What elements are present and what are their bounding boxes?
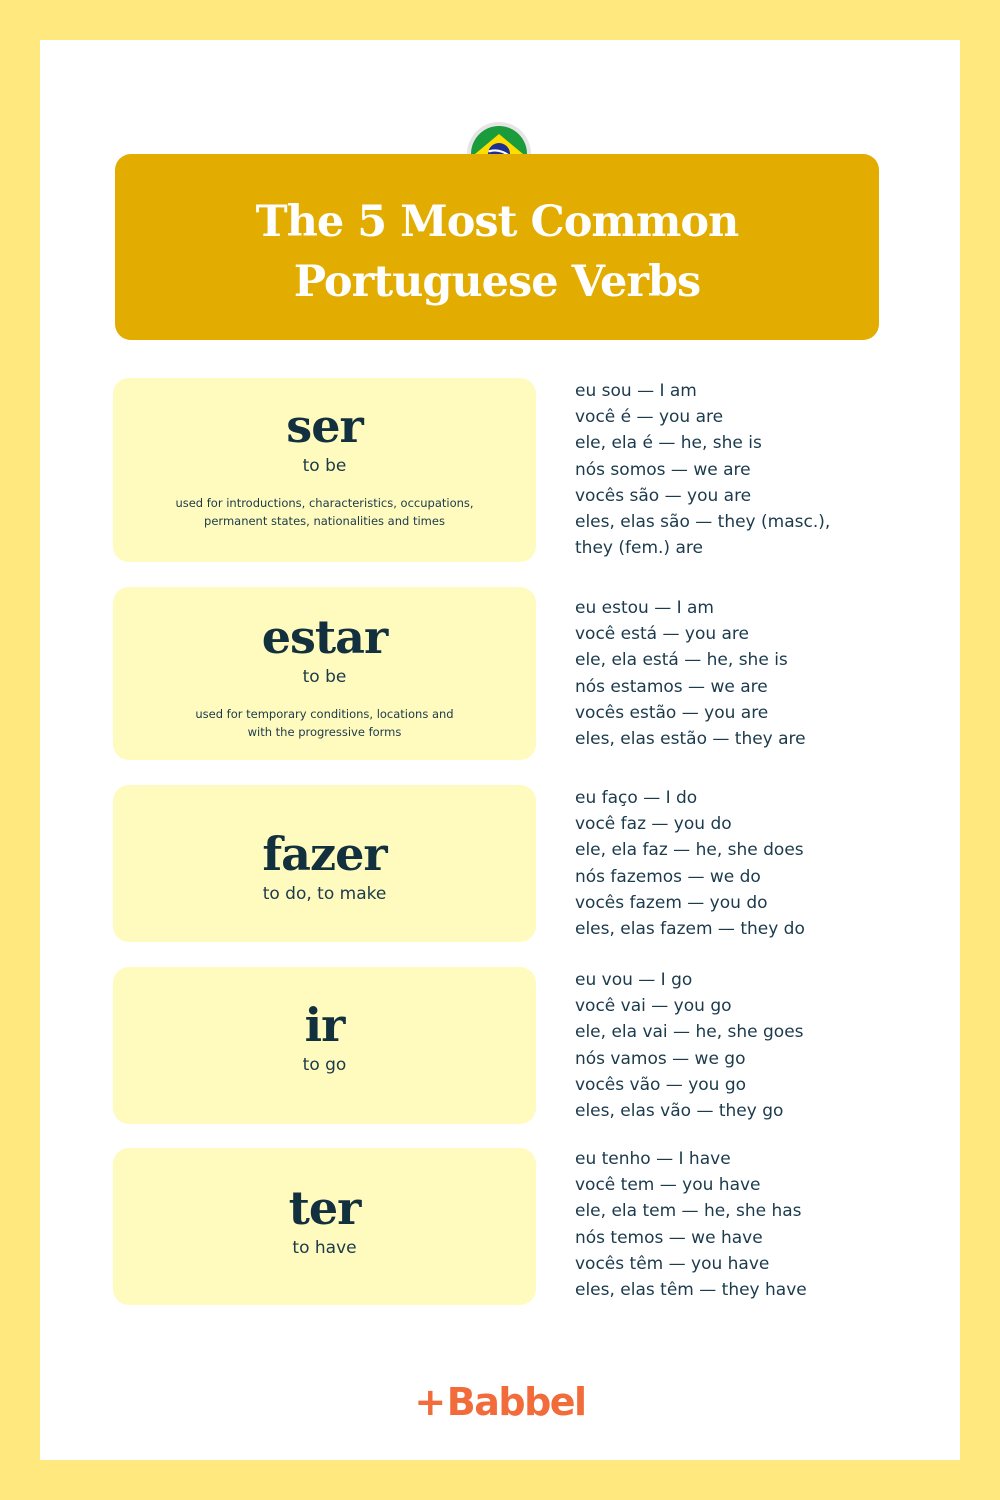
brand-name: Babbel: [446, 1380, 586, 1424]
conjugation-line: ele, ela é — he, she is: [575, 433, 762, 454]
conjugation-line: eu faço — I do: [575, 788, 698, 808]
conjugation-line: eles, elas estão — they are: [575, 729, 806, 750]
conjugation-line: nós fazemos — we do: [575, 866, 761, 887]
babbel-logo: [0, 1380, 1000, 1424]
conjugation-line: você vai — you go: [575, 996, 732, 1017]
conjugation-line: você tem — you have: [575, 1175, 761, 1196]
title-line-1: The 5 Most Common: [255, 197, 739, 247]
verb-usage-line: with the progressive forms: [247, 725, 402, 739]
conjugation-line: eles, elas são — they (masc.),: [575, 512, 831, 533]
conjugation-list-estar: [575, 595, 895, 752]
conjugation-line: nós somos — we are: [575, 459, 751, 480]
conjugation-line: ele, ela tem — he, she has: [575, 1201, 802, 1222]
conjugation-line: vocês são — you are: [575, 485, 752, 506]
conjugation-line: você faz — you do: [575, 814, 732, 835]
conjugation-line: nós vamos — we go: [575, 1048, 746, 1069]
verb-word: fazer: [262, 827, 387, 881]
conjugation-list-ir: [575, 967, 895, 1124]
verb-usage-line: used for introductions, characteristics, occupations,: [175, 496, 474, 510]
conjugation-line: eu estou — I am: [575, 598, 714, 618]
verb-word: ser: [286, 399, 363, 453]
verb-word: estar: [261, 610, 388, 664]
conjugation-line: eles, elas fazem — they do: [575, 919, 805, 940]
conjugation-line: they (fem.) are: [575, 538, 703, 559]
conjugation-line: eles, elas têm — they have: [575, 1280, 807, 1301]
conjugation-line: vocês fazem — you do: [575, 892, 768, 913]
conjugation-line: vocês estão — you are: [575, 702, 769, 723]
conjugation-line: eu sou — I am: [575, 381, 697, 401]
verb-usage-line: used for temporary conditions, locations and: [195, 707, 454, 721]
conjugation-line: ele, ela está — he, she is: [575, 650, 788, 671]
conjugation-list-ser: [575, 378, 895, 561]
verb-meaning: to do, to make: [262, 884, 387, 904]
conjugation-line: eu vou — I go: [575, 970, 693, 990]
verb-card-ser: [113, 378, 536, 562]
verb-usage: [113, 494, 536, 530]
conjugation-line: vocês têm — you have: [575, 1253, 770, 1274]
verb-word: ter: [288, 1181, 361, 1235]
verb-meaning: to have: [292, 1238, 357, 1258]
plus-icon: +: [414, 1380, 445, 1424]
title-banner: [115, 154, 879, 340]
verb-card-fazer: [113, 785, 536, 942]
conjugation-line: nós estamos — we are: [575, 676, 768, 697]
verb-card-estar: [113, 587, 536, 760]
conjugation-list-ter: [575, 1146, 895, 1303]
conjugation-line: você é — you are: [575, 407, 724, 428]
title-line-2: Portuguese Verbs: [293, 257, 701, 307]
verb-meaning: to go: [302, 1055, 347, 1075]
verb-card-ter: [113, 1148, 536, 1305]
conjugation-line: vocês vão — you go: [575, 1074, 747, 1095]
conjugation-line: você está — you are: [575, 624, 750, 645]
verb-card-ir: [113, 967, 536, 1124]
verb-word: ir: [304, 998, 345, 1052]
conjugation-line: ele, ela vai — he, she goes: [575, 1022, 804, 1043]
conjugation-line: ele, ela faz — he, she does: [575, 840, 804, 861]
conjugation-line: eles, elas vão — they go: [575, 1101, 784, 1122]
verb-meaning: to be: [302, 456, 347, 476]
verb-usage-line: permanent states, nationalities and times: [204, 514, 445, 528]
conjugation-line: eu tenho — I have: [575, 1149, 731, 1169]
conjugation-list-fazer: [575, 785, 895, 942]
conjugation-line: nós temos — we have: [575, 1227, 763, 1248]
verb-meaning: to be: [302, 667, 347, 687]
verb-usage: [113, 705, 536, 741]
